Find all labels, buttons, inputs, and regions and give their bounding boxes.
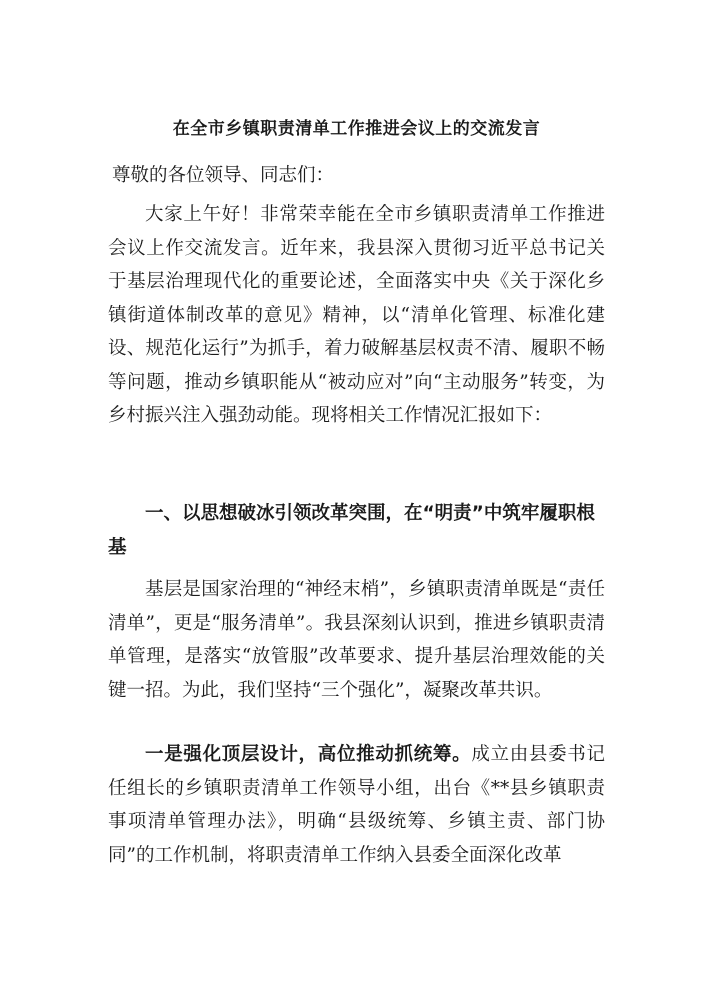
point-1-body: 成立由县委书记任组长的乡镇职责清单工作领导小组，出台《**县乡镇职责事项清单管理办法》，明确“县级统筹、乡镇主责、部门协同”的工作机制，将职责清单工作纳入县委全面深化改革	[108, 744, 605, 866]
intro-paragraph: 大家上午好！非常荣幸能在全市乡镇职责清单工作推进会议上作交流发言。近年来，我县深入贯彻习近平总书记关于基层治理现代化的重要论述，全面落实中央《关于深化乡镇街道体制改革的意见》精神，以“清单化管理、标准化建设、规范化运行”为抓手，着力破解基层权责不清、履职不畅等问题，推动乡镇职能从“被动应对”向“主动服务”转变，为乡村振兴注入强劲动能。现将相关工作情况汇报如下：	[108, 204, 605, 426]
section-1-paragraph: 基层是国家治理的“神经末梢”，乡镇职责清单既是“责任清单”，更是“服务清单”。我县深刻认识到，推进乡镇职责清单管理，是落实“放管服”改革要求、提升基层治理效能的关键一招。为此，我们坚持“三个强化”，凝聚改革共识。	[108, 579, 605, 701]
document-title: 在全市乡镇职责清单工作推进会议上的交流发言	[172, 119, 541, 139]
point-1-lead: 一是强化顶层设计，高位推动抓统筹。	[145, 744, 472, 765]
salutation: 尊敬的各位领导、同志们：	[112, 165, 335, 186]
section-1-heading: 一、以思想破冰引领改革突围，在“明责”中筑牢履职根基	[108, 503, 595, 558]
point-1-paragraph	[108, 738, 605, 872]
